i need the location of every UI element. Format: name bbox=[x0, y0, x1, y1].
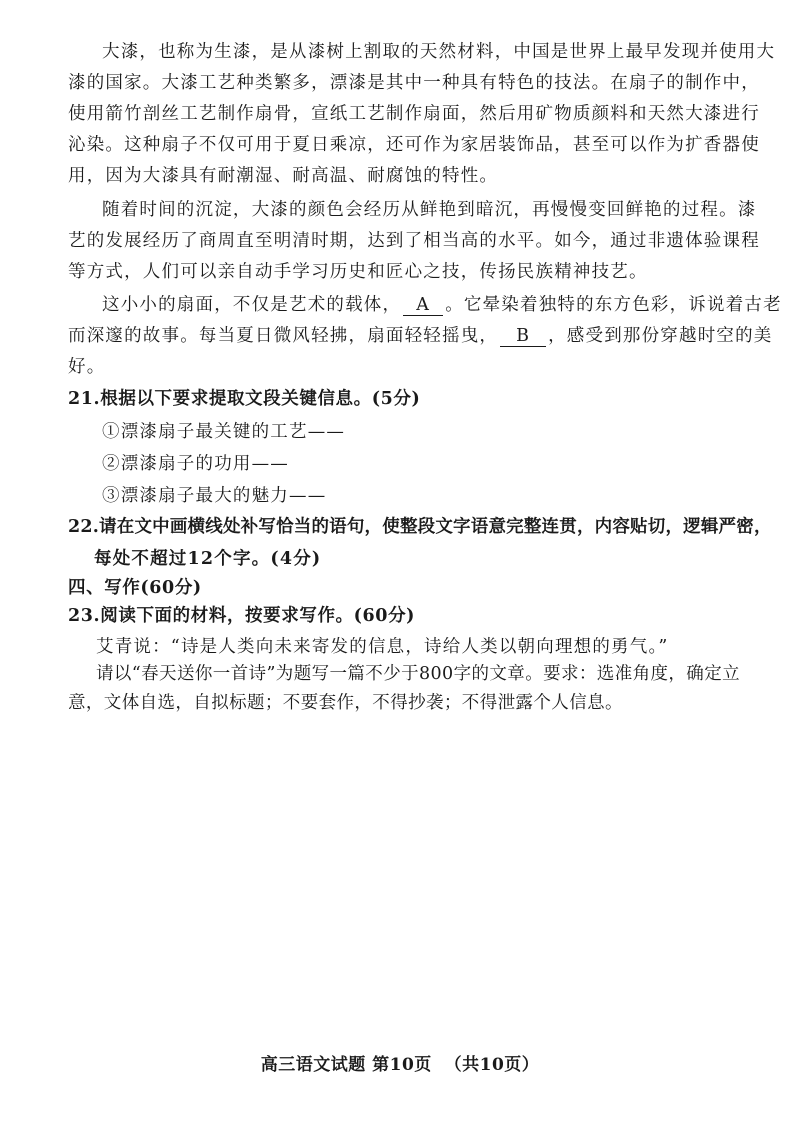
question-21-item-3: ③漂漆扇子最大的魅力—— bbox=[102, 486, 327, 506]
question-21-item-2: ②漂漆扇子的功用—— bbox=[102, 454, 289, 474]
question-21-item-1: ①漂漆扇子最关键的工艺—— bbox=[102, 422, 346, 442]
passage-p3-line-1 bbox=[102, 293, 782, 317]
question-23-req-line-1: 请以“春天送你一首诗”为题写一篇不少于800字的文章。要求：选准角度，确定立 bbox=[96, 664, 740, 684]
question-22-line-1: 22.请在文中画横线处补写恰当的语句，使整段文字语意完整连贯，内容贴切，逻辑严密， bbox=[68, 517, 772, 537]
passage-p3-line-2 bbox=[68, 324, 773, 348]
passage-p2-line-3: 等方式，人们可以亲自动手学习历史和匠心之技，传扬民族精神技艺。 bbox=[68, 262, 648, 282]
passage-p3-text: 。它晕染着独特的东方色彩，诉说着古老 bbox=[445, 295, 782, 315]
blank-a: A bbox=[403, 295, 443, 316]
passage-p1-line-5: 用，因为大漆具有耐潮湿、耐高温、耐腐蚀的特性。 bbox=[68, 166, 499, 186]
question-23-req-line-2: 意，文体自选，自拟标题；不要套作，不得抄袭；不得泄露个人信息。 bbox=[68, 693, 623, 713]
question-21-title: 21.根据以下要求提取文段关键信息。(5分) bbox=[68, 389, 421, 409]
passage-p1-line-2: 漆的国家。大漆工艺种类繁多，漂漆是其中一种具有特色的技法。在扇子的制作中， bbox=[68, 73, 760, 93]
passage-p1-line-4: 沁染。这种扇子不仅可用于夏日乘凉，还可作为家居装饰品，甚至可以作为扩香器使 bbox=[68, 135, 760, 155]
passage-p1-line-1: 大漆，也称为生漆，是从漆树上割取的天然材料，中国是世界上最早发现并使用大 bbox=[102, 42, 776, 62]
section-4-title: 四、写作(60分) bbox=[68, 578, 202, 598]
passage-p3-text: 而深邃的故事。每当夏日微风轻拂，扇面轻轻摇曳， bbox=[68, 326, 499, 346]
page-footer: 高三语文试题 第10页 （共10页） bbox=[260, 1055, 540, 1075]
passage-p3-text: 这小小的扇面，不仅是艺术的载体， bbox=[102, 295, 402, 315]
passage-p3-text: ，感受到那份穿越时空的美 bbox=[548, 326, 773, 346]
question-23-title: 23.阅读下面的材料，按要求写作。(60分) bbox=[68, 606, 416, 626]
passage-p2-line-1: 随着时间的沉淀，大漆的颜色会经历从鲜艳到暗沉，再慢慢变回鲜艳的过程。漆 bbox=[102, 200, 757, 220]
question-23-quote: 艾青说：“诗是人类向未来寄发的信息，诗给人类以朝向理想的勇气。” bbox=[96, 637, 669, 657]
blank-b: B bbox=[500, 326, 546, 347]
passage-p3-line-3: 好。 bbox=[68, 357, 106, 377]
passage-p2-line-2: 艺的发展经历了商周直至明清时期，达到了相当高的水平。如今，通过非遗体验课程 bbox=[68, 231, 760, 251]
question-22-line-2: 每处不超过12个字。(4分) bbox=[94, 549, 322, 569]
passage-p1-line-3: 使用箭竹剖丝工艺制作扇骨，宣纸工艺制作扇面，然后用矿物质颜料和天然大漆进行 bbox=[68, 104, 760, 124]
